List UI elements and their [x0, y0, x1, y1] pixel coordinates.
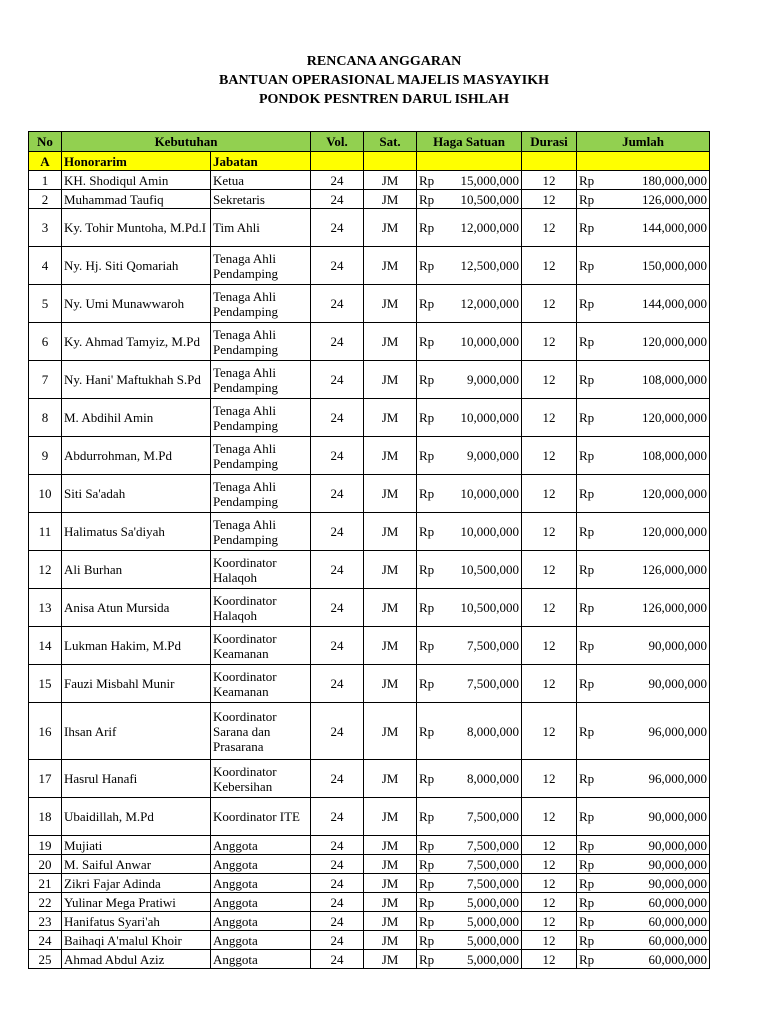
row-vol: 24 [311, 931, 364, 950]
row-jumlah: 90,000,000 [607, 874, 710, 893]
row-harga-currency: Rp [417, 912, 443, 931]
row-harga-currency: Rp [417, 760, 443, 798]
row-harga-currency: Rp [417, 836, 443, 855]
row-harga-currency: Rp [417, 703, 443, 760]
row-jabatan: Anggota [211, 836, 311, 855]
row-vol: 24 [311, 551, 364, 589]
row-durasi: 12 [522, 190, 577, 209]
row-jumlah: 60,000,000 [607, 912, 710, 931]
row-name: Ny. Hani' Maftukhah S.Pd [62, 361, 211, 399]
table-row [29, 513, 710, 551]
row-name: Ahmad Abdul Aziz [62, 950, 211, 969]
row-name: Zikri Fajar Adinda [62, 874, 211, 893]
header-haga-satuan: Haga Satuan [417, 132, 522, 152]
row-harga: 5,000,000 [443, 912, 522, 931]
document-title [0, 52, 768, 109]
row-durasi: 12 [522, 627, 577, 665]
row-name: Fauzi Misbahl Munir [62, 665, 211, 703]
row-durasi: 12 [522, 589, 577, 627]
row-jabatan: Tenaga Ahli Pendamping [211, 475, 311, 513]
row-jumlah-currency: Rp [577, 589, 607, 627]
row-vol: 24 [311, 950, 364, 969]
row-name: Ky. Tohir Muntoha, M.Pd.I [62, 209, 211, 247]
row-jumlah: 96,000,000 [607, 760, 710, 798]
row-jumlah-currency: Rp [577, 703, 607, 760]
row-no: 9 [29, 437, 62, 475]
row-jabatan: Anggota [211, 912, 311, 931]
row-jumlah-currency: Rp [577, 323, 607, 361]
row-harga: 10,000,000 [443, 475, 522, 513]
table-row [29, 665, 710, 703]
section-code: A [29, 152, 62, 171]
row-harga: 5,000,000 [443, 893, 522, 912]
row-vol: 24 [311, 190, 364, 209]
row-sat: JM [364, 912, 417, 931]
row-harga-currency: Rp [417, 627, 443, 665]
table-row [29, 323, 710, 361]
row-jabatan: Koordinator ITE [211, 798, 311, 836]
row-sat: JM [364, 361, 417, 399]
row-harga-currency: Rp [417, 285, 443, 323]
row-no: 22 [29, 893, 62, 912]
row-jumlah: 108,000,000 [607, 361, 710, 399]
row-jumlah-currency: Rp [577, 950, 607, 969]
row-harga-currency: Rp [417, 323, 443, 361]
table-row [29, 171, 710, 190]
row-vol: 24 [311, 893, 364, 912]
row-name: M. Saiful Anwar [62, 855, 211, 874]
row-jabatan: Koordinator Kebersihan [211, 760, 311, 798]
row-name: Ny. Hj. Siti Qomariah [62, 247, 211, 285]
row-jumlah-currency: Rp [577, 190, 607, 209]
table-row [29, 798, 710, 836]
row-sat: JM [364, 551, 417, 589]
row-sat: JM [364, 627, 417, 665]
header-vol: Vol. [311, 132, 364, 152]
row-jabatan: Tenaga Ahli Pendamping [211, 323, 311, 361]
row-no: 4 [29, 247, 62, 285]
row-name: Mujiati [62, 836, 211, 855]
row-jabatan: Tenaga Ahli Pendamping [211, 361, 311, 399]
row-jabatan: Koordinator Sarana dan Prasarana [211, 703, 311, 760]
row-jabatan: Anggota [211, 874, 311, 893]
row-harga: 5,000,000 [443, 950, 522, 969]
row-harga: 8,000,000 [443, 760, 522, 798]
row-no: 1 [29, 171, 62, 190]
row-vol: 24 [311, 437, 364, 475]
table-row [29, 285, 710, 323]
header-no: No [29, 132, 62, 152]
row-durasi: 12 [522, 323, 577, 361]
row-vol: 24 [311, 798, 364, 836]
row-jumlah: 126,000,000 [607, 551, 710, 589]
row-jabatan: Sekretaris [211, 190, 311, 209]
row-durasi: 12 [522, 855, 577, 874]
row-name: Baihaqi A'malul Khoir [62, 931, 211, 950]
header-kebutuhan: Kebutuhan [62, 132, 311, 152]
row-sat: JM [364, 950, 417, 969]
row-no: 7 [29, 361, 62, 399]
row-durasi: 12 [522, 798, 577, 836]
row-jumlah-currency: Rp [577, 209, 607, 247]
row-no: 15 [29, 665, 62, 703]
row-no: 8 [29, 399, 62, 437]
row-name: Lukman Hakim, M.Pd [62, 627, 211, 665]
row-harga-currency: Rp [417, 950, 443, 969]
row-harga-currency: Rp [417, 665, 443, 703]
section-empty-jumlah [577, 152, 710, 171]
row-name: Hasrul Hanafi [62, 760, 211, 798]
header-durasi: Durasi [522, 132, 577, 152]
row-sat: JM [364, 798, 417, 836]
row-jumlah-currency: Rp [577, 836, 607, 855]
row-jabatan: Anggota [211, 893, 311, 912]
row-sat: JM [364, 171, 417, 190]
row-jumlah: 108,000,000 [607, 437, 710, 475]
row-no: 18 [29, 798, 62, 836]
row-harga: 10,000,000 [443, 323, 522, 361]
row-sat: JM [364, 874, 417, 893]
row-harga-currency: Rp [417, 874, 443, 893]
section-empty-vol [311, 152, 364, 171]
row-jumlah: 126,000,000 [607, 190, 710, 209]
row-no: 25 [29, 950, 62, 969]
row-name: Halimatus Sa'diyah [62, 513, 211, 551]
row-name: Ny. Umi Munawwaroh [62, 285, 211, 323]
row-no: 19 [29, 836, 62, 855]
row-harga: 10,500,000 [443, 190, 522, 209]
row-vol: 24 [311, 323, 364, 361]
row-harga: 7,500,000 [443, 665, 522, 703]
row-jumlah: 96,000,000 [607, 703, 710, 760]
row-durasi: 12 [522, 551, 577, 589]
row-no: 14 [29, 627, 62, 665]
row-vol: 24 [311, 627, 364, 665]
row-harga: 8,000,000 [443, 703, 522, 760]
table-row [29, 551, 710, 589]
row-jabatan: Anggota [211, 855, 311, 874]
header-sat: Sat. [364, 132, 417, 152]
row-jumlah-currency: Rp [577, 912, 607, 931]
row-durasi: 12 [522, 836, 577, 855]
row-jumlah-currency: Rp [577, 874, 607, 893]
row-vol: 24 [311, 912, 364, 931]
row-vol: 24 [311, 475, 364, 513]
section-empty-durasi [522, 152, 577, 171]
table-row [29, 760, 710, 798]
row-vol: 24 [311, 399, 364, 437]
row-name: Siti Sa'adah [62, 475, 211, 513]
row-name: Yulinar Mega Pratiwi [62, 893, 211, 912]
row-vol: 24 [311, 361, 364, 399]
table-row [29, 931, 710, 950]
row-jumlah-currency: Rp [577, 399, 607, 437]
row-sat: JM [364, 513, 417, 551]
row-sat: JM [364, 399, 417, 437]
row-jumlah: 90,000,000 [607, 798, 710, 836]
row-vol: 24 [311, 171, 364, 190]
row-harga-currency: Rp [417, 798, 443, 836]
row-jumlah: 126,000,000 [607, 589, 710, 627]
row-sat: JM [364, 589, 417, 627]
row-durasi: 12 [522, 950, 577, 969]
table-row [29, 836, 710, 855]
row-sat: JM [364, 209, 417, 247]
row-jabatan: Koordinator Keamanan [211, 627, 311, 665]
row-harga-currency: Rp [417, 171, 443, 190]
row-name: KH. Shodiqul Amin [62, 171, 211, 190]
row-no: 21 [29, 874, 62, 893]
row-sat: JM [364, 285, 417, 323]
row-jumlah: 120,000,000 [607, 323, 710, 361]
row-durasi: 12 [522, 513, 577, 551]
row-jumlah-currency: Rp [577, 361, 607, 399]
row-harga: 10,000,000 [443, 513, 522, 551]
row-sat: JM [364, 893, 417, 912]
row-harga: 12,000,000 [443, 285, 522, 323]
row-jabatan: Tenaga Ahli Pendamping [211, 285, 311, 323]
row-no: 12 [29, 551, 62, 589]
row-harga-currency: Rp [417, 931, 443, 950]
row-vol: 24 [311, 760, 364, 798]
title-line-2: BANTUAN OPERASIONAL MAJELIS MASYAYIKH [219, 73, 549, 88]
row-jumlah: 144,000,000 [607, 209, 710, 247]
row-jumlah-currency: Rp [577, 513, 607, 551]
row-jumlah-currency: Rp [577, 285, 607, 323]
header-row [29, 132, 710, 152]
row-harga-currency: Rp [417, 437, 443, 475]
row-vol: 24 [311, 665, 364, 703]
row-durasi: 12 [522, 437, 577, 475]
row-jumlah: 60,000,000 [607, 931, 710, 950]
row-name: Ubaidillah, M.Pd [62, 798, 211, 836]
row-jumlah: 90,000,000 [607, 855, 710, 874]
row-jabatan: Ketua [211, 171, 311, 190]
table-row [29, 475, 710, 513]
row-vol: 24 [311, 703, 364, 760]
row-harga: 7,500,000 [443, 874, 522, 893]
row-name: Muhammad Taufiq [62, 190, 211, 209]
row-harga-currency: Rp [417, 247, 443, 285]
row-no: 5 [29, 285, 62, 323]
row-jumlah: 90,000,000 [607, 665, 710, 703]
row-jabatan: Koordinator Halaqoh [211, 589, 311, 627]
row-jabatan: Koordinator Keamanan [211, 665, 311, 703]
row-jabatan: Anggota [211, 931, 311, 950]
row-sat: JM [364, 247, 417, 285]
row-jumlah-currency: Rp [577, 171, 607, 190]
row-durasi: 12 [522, 665, 577, 703]
row-jumlah: 120,000,000 [607, 399, 710, 437]
row-jumlah: 60,000,000 [607, 950, 710, 969]
section-label: Honorarim [62, 152, 211, 171]
row-harga-currency: Rp [417, 399, 443, 437]
row-jumlah-currency: Rp [577, 475, 607, 513]
row-jabatan: Tenaga Ahli Pendamping [211, 247, 311, 285]
table-row [29, 703, 710, 760]
row-vol: 24 [311, 836, 364, 855]
row-jumlah-currency: Rp [577, 760, 607, 798]
row-name: Anisa Atun Mursida [62, 589, 211, 627]
row-jumlah-currency: Rp [577, 931, 607, 950]
section-empty-sat [364, 152, 417, 171]
row-sat: JM [364, 760, 417, 798]
row-harga: 9,000,000 [443, 361, 522, 399]
row-jabatan: Koordinator Halaqoh [211, 551, 311, 589]
row-name: M. Abdihil Amin [62, 399, 211, 437]
row-jumlah: 120,000,000 [607, 475, 710, 513]
table-row [29, 437, 710, 475]
row-sat: JM [364, 437, 417, 475]
row-sat: JM [364, 855, 417, 874]
row-jumlah-currency: Rp [577, 855, 607, 874]
table-row [29, 950, 710, 969]
row-no: 24 [29, 931, 62, 950]
row-durasi: 12 [522, 361, 577, 399]
title-line-1: RENCANA ANGGARAN [306, 54, 462, 69]
row-harga: 12,500,000 [443, 247, 522, 285]
row-sat: JM [364, 931, 417, 950]
title-line-3: PONDOK PESNTREN DARUL ISHLAH [258, 92, 510, 107]
section-row [29, 152, 710, 171]
row-jumlah: 120,000,000 [607, 513, 710, 551]
row-harga: 15,000,000 [443, 171, 522, 190]
row-harga-currency: Rp [417, 513, 443, 551]
row-durasi: 12 [522, 475, 577, 513]
section-empty-harga [417, 152, 522, 171]
row-no: 20 [29, 855, 62, 874]
row-harga: 9,000,000 [443, 437, 522, 475]
budget-table [28, 131, 710, 969]
row-durasi: 12 [522, 209, 577, 247]
row-no: 13 [29, 589, 62, 627]
row-harga-currency: Rp [417, 893, 443, 912]
table-row [29, 361, 710, 399]
row-name: Ali Burhan [62, 551, 211, 589]
row-harga-currency: Rp [417, 209, 443, 247]
row-durasi: 12 [522, 760, 577, 798]
row-harga-currency: Rp [417, 190, 443, 209]
row-harga-currency: Rp [417, 855, 443, 874]
row-vol: 24 [311, 209, 364, 247]
row-harga-currency: Rp [417, 361, 443, 399]
row-no: 10 [29, 475, 62, 513]
row-vol: 24 [311, 874, 364, 893]
row-durasi: 12 [522, 171, 577, 190]
row-no: 17 [29, 760, 62, 798]
row-jumlah-currency: Rp [577, 798, 607, 836]
row-harga: 10,500,000 [443, 589, 522, 627]
row-name: Ihsan Arif [62, 703, 211, 760]
row-no: 23 [29, 912, 62, 931]
row-harga-currency: Rp [417, 589, 443, 627]
row-no: 3 [29, 209, 62, 247]
row-harga: 10,500,000 [443, 551, 522, 589]
row-jumlah: 144,000,000 [607, 285, 710, 323]
row-no: 2 [29, 190, 62, 209]
row-sat: JM [364, 190, 417, 209]
row-jabatan: Anggota [211, 950, 311, 969]
row-vol: 24 [311, 513, 364, 551]
row-jumlah: 150,000,000 [607, 247, 710, 285]
row-sat: JM [364, 703, 417, 760]
row-no: 6 [29, 323, 62, 361]
table-row [29, 247, 710, 285]
row-harga: 7,500,000 [443, 855, 522, 874]
row-name: Abdurrohman, M.Pd [62, 437, 211, 475]
row-sat: JM [364, 323, 417, 361]
row-jumlah-currency: Rp [577, 893, 607, 912]
row-sat: JM [364, 665, 417, 703]
table-row [29, 912, 710, 931]
table-row [29, 209, 710, 247]
table-row [29, 190, 710, 209]
row-vol: 24 [311, 589, 364, 627]
row-harga-currency: Rp [417, 475, 443, 513]
row-jumlah-currency: Rp [577, 665, 607, 703]
row-name: Hanifatus Syari'ah [62, 912, 211, 931]
row-harga: 7,500,000 [443, 798, 522, 836]
row-jumlah: 90,000,000 [607, 627, 710, 665]
row-jabatan: Tenaga Ahli Pendamping [211, 399, 311, 437]
row-harga-currency: Rp [417, 551, 443, 589]
row-harga: 5,000,000 [443, 931, 522, 950]
row-durasi: 12 [522, 703, 577, 760]
row-vol: 24 [311, 285, 364, 323]
table-row [29, 399, 710, 437]
row-harga: 7,500,000 [443, 627, 522, 665]
row-jumlah-currency: Rp [577, 247, 607, 285]
row-jumlah: 180,000,000 [607, 171, 710, 190]
row-jabatan: Tenaga Ahli Pendamping [211, 513, 311, 551]
row-jumlah: 60,000,000 [607, 893, 710, 912]
row-jumlah-currency: Rp [577, 627, 607, 665]
row-sat: JM [364, 836, 417, 855]
row-durasi: 12 [522, 285, 577, 323]
row-no: 16 [29, 703, 62, 760]
table-row [29, 855, 710, 874]
header-jumlah: Jumlah [577, 132, 710, 152]
row-no: 11 [29, 513, 62, 551]
row-jumlah-currency: Rp [577, 551, 607, 589]
row-durasi: 12 [522, 893, 577, 912]
row-durasi: 12 [522, 399, 577, 437]
row-jumlah: 90,000,000 [607, 836, 710, 855]
row-vol: 24 [311, 247, 364, 285]
section-jabatan: Jabatan [211, 152, 311, 171]
row-durasi: 12 [522, 931, 577, 950]
row-jabatan: Tim Ahli [211, 209, 311, 247]
table-row [29, 627, 710, 665]
row-harga: 7,500,000 [443, 836, 522, 855]
row-name: Ky. Ahmad Tamyiz, M.Pd [62, 323, 211, 361]
table-row [29, 874, 710, 893]
row-jabatan: Tenaga Ahli Pendamping [211, 437, 311, 475]
row-vol: 24 [311, 855, 364, 874]
table-row [29, 589, 710, 627]
row-durasi: 12 [522, 247, 577, 285]
row-jumlah-currency: Rp [577, 437, 607, 475]
row-sat: JM [364, 475, 417, 513]
row-harga: 12,000,000 [443, 209, 522, 247]
row-harga: 10,000,000 [443, 399, 522, 437]
table-row [29, 893, 710, 912]
row-durasi: 12 [522, 912, 577, 931]
row-durasi: 12 [522, 874, 577, 893]
